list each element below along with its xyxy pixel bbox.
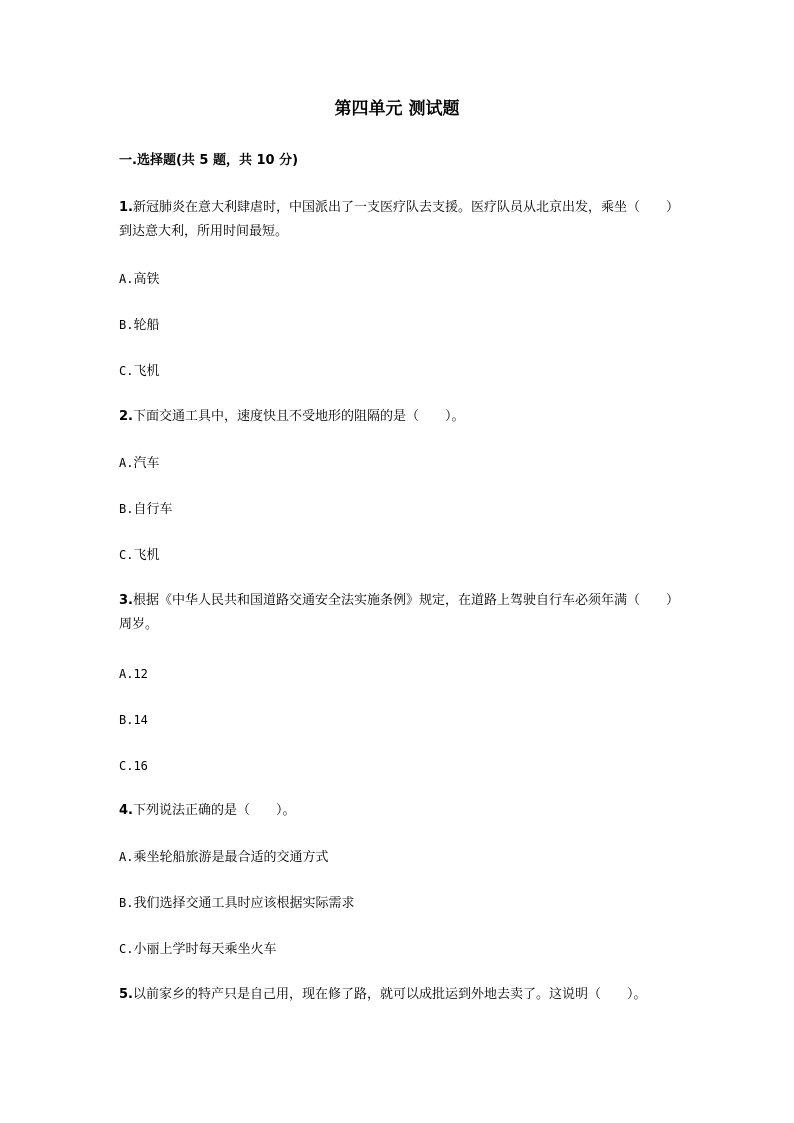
option-letter: C. (119, 942, 134, 956)
option-4b (119, 894, 354, 913)
option-letter: B. (119, 502, 134, 516)
option-4a (119, 848, 328, 867)
option-letter: C. (119, 759, 134, 773)
option-text: 小丽上学时每天乘坐火车 (133, 942, 277, 957)
option-1b (119, 316, 159, 335)
option-letter: A. (119, 456, 134, 470)
option-2c (119, 546, 159, 565)
section-heading: 一.选择题(共 5 题，共 10 分) (119, 153, 299, 168)
question-number: 5. (119, 987, 133, 1002)
option-text: 汽车 (133, 456, 160, 471)
question-number: 1. (119, 200, 133, 215)
option-text: 轮船 (133, 318, 160, 333)
question-4 (119, 799, 679, 823)
question-number: 2. (119, 409, 133, 424)
option-text: 飞机 (133, 548, 160, 563)
option-2a (119, 454, 159, 473)
option-2b (119, 500, 172, 519)
option-letter: B. (119, 713, 134, 727)
option-text: 飞机 (133, 364, 160, 379)
option-text: 我们选择交通工具时应该根据实际需求 (133, 896, 355, 911)
option-text: 高铁 (133, 272, 160, 287)
question-3 (119, 589, 679, 637)
option-3a (119, 665, 148, 684)
option-letter: A. (119, 667, 134, 681)
question-2 (119, 405, 679, 429)
question-number: 3. (119, 593, 133, 608)
option-1a (119, 270, 159, 289)
option-letter: C. (119, 548, 134, 562)
option-text: 12 (133, 667, 148, 681)
option-letter: A. (119, 272, 134, 286)
question-text: 下面交通工具中，速度快且不受地形的阻隔的是（ ）。 (132, 409, 465, 424)
question-5 (119, 983, 719, 1007)
option-4c (119, 940, 276, 959)
option-letter: A. (119, 850, 134, 864)
option-text: 乘坐轮船旅游是最合适的交通方式 (133, 850, 329, 865)
option-text: 16 (133, 759, 148, 773)
option-1c (119, 362, 159, 381)
option-letter: B. (119, 318, 134, 332)
page-title: 第四单元 测试题 (334, 99, 460, 119)
question-text: 根据《中华人民共和国道路交通安全法实施条例》规定，在道路上驾驶自行车必须年满（ ）周岁。 (119, 593, 679, 632)
question-text: 以前家乡的特产只是自己用，现在修了路，就可以成批运到外地去卖了。这说明（ ）。 (132, 987, 647, 1002)
option-3b (119, 711, 148, 730)
option-3c (119, 757, 148, 776)
option-text: 自行车 (133, 502, 173, 517)
question-text: 新冠肺炎在意大利肆虐时，中国派出了一支医疗队去支援。医疗队员从北京出发，乘坐（ ）到达意大利，所用时间最短。 (119, 200, 679, 239)
option-text: 14 (133, 713, 148, 727)
question-1 (119, 196, 679, 244)
question-text: 下列说法正确的是（ ）。 (132, 803, 296, 818)
option-letter: B. (119, 896, 134, 910)
option-letter: C. (119, 364, 134, 378)
question-number: 4. (119, 803, 133, 818)
